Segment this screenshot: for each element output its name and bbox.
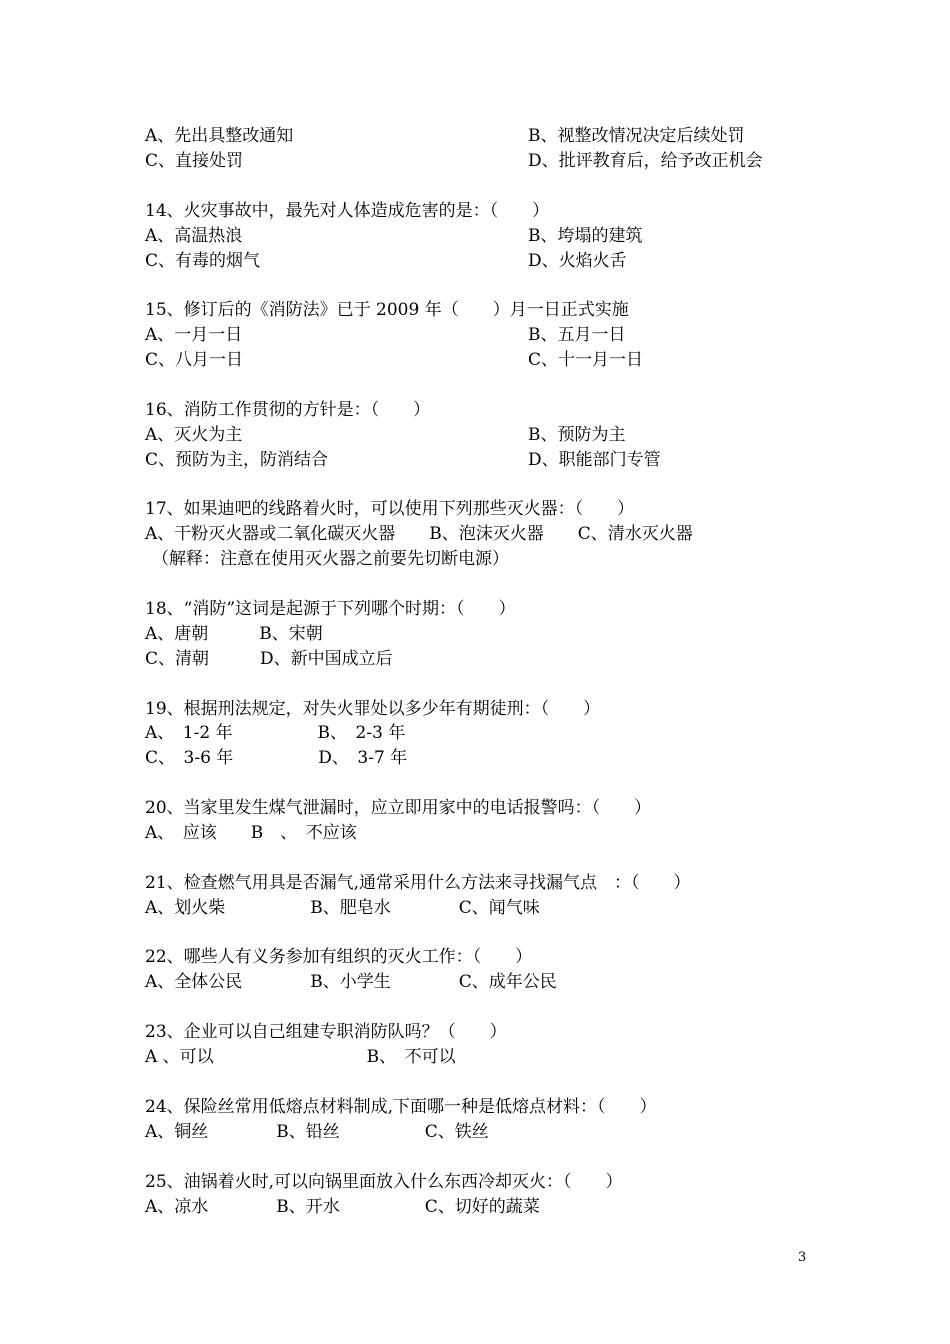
q16-option-c: C、预防为主，防消结合 — [145, 450, 329, 470]
q22-options: A、全体公民 B、小学生 C、成年公民 — [145, 972, 557, 992]
q24-options: A、铜丝 B、铅丝 C、铁丝 — [145, 1122, 489, 1142]
q14-stem: 14、火灾事故中，最先对人体造成危害的是：（ ） — [145, 201, 550, 221]
q16-stem: 16、消防工作贯彻的方针是：（ ） — [145, 400, 431, 420]
q24-stem: 24、保险丝常用低熔点材料制成,下面哪一种是低熔点材料：（ ） — [145, 1097, 657, 1117]
q25-options: A、凉水 B、开水 C、切好的蔬菜 — [145, 1197, 540, 1217]
q23-options: A 、可以 B、 不可以 — [145, 1047, 456, 1067]
q14-option-b: B、垮塌的建筑 — [528, 226, 643, 246]
q21-options: A、划火柴 B、肥皂水 C、闻气味 — [145, 898, 540, 918]
q15-stem: 15、修订后的《消防法》已于 2009 年（ ）月一日正式实施 — [145, 300, 629, 320]
q19-options-ab: A、 1-2 年 B、 2-3 年 — [145, 723, 406, 743]
q22-stem: 22、哪些人有义务参加有组织的灭火工作：（ ） — [145, 947, 533, 967]
q21-stem: 21、检查燃气用具是否漏气,通常采用什么方法来寻找漏气点 ：（ ） — [145, 873, 691, 893]
q15-option-d: C、十一月一日 — [528, 350, 644, 370]
q17-note: （解释：注意在使用灭火器之前要先切断电源） — [152, 549, 509, 569]
q16-option-b: B、预防为主 — [528, 425, 626, 445]
q13-option-d: D、批评教育后，给予改正机会 — [528, 151, 763, 171]
q19-options-cd: C、 3-6 年 D、 3-7 年 — [145, 748, 408, 768]
q20-options: A、 应该 B 、 不应该 — [145, 823, 357, 843]
q13-option-c: C、直接处罚 — [145, 151, 244, 171]
q17-options: A、干粉灭火器或二氧化碳灭火器 B、泡沫灭火器 C、清水灭火器 — [145, 524, 693, 544]
q16-option-a: A、灭火为主 — [145, 425, 243, 445]
q19-stem: 19、根据刑法规定，对失火罪处以多少年有期徒刑：（ ） — [145, 699, 601, 719]
q15-option-b: B、五月一日 — [528, 325, 626, 345]
q18-stem: 18、“消防”这词是起源于下列哪个时期：（ ） — [145, 599, 516, 619]
q13-option-a: A、先出具整改通知 — [145, 126, 294, 146]
q17-stem: 17、如果迪吧的线路着火时，可以使用下列那些灭火器：（ ） — [145, 499, 635, 519]
q18-options-ab: A、唐朝 B、宋朝 — [145, 624, 323, 644]
q14-option-a: A、高温热浪 — [145, 226, 243, 246]
q14-option-d: D、火焰火舌 — [528, 251, 627, 271]
q13-option-b: B、视整改情况决定后续处罚 — [528, 126, 745, 146]
q14-option-c: C、有毒的烟气 — [145, 251, 261, 271]
q15-option-c: C、八月一日 — [145, 350, 244, 370]
q20-stem: 20、当家里发生煤气泄漏时，应立即用家中的电话报警吗：（ ） — [145, 798, 652, 818]
q25-stem: 25、油锅着火时,可以向锅里面放入什么东西冷却灭火：（ ） — [145, 1172, 623, 1192]
q18-options-cd: C、清朝 D、新中国成立后 — [145, 649, 393, 669]
page-number: 3 — [798, 1250, 807, 1265]
q15-option-a: A、一月一日 — [145, 325, 243, 345]
q16-option-d: D、职能部门专管 — [528, 450, 661, 470]
q23-stem: 23、企业可以自己组建专职消防队吗？（ ） — [145, 1022, 507, 1042]
